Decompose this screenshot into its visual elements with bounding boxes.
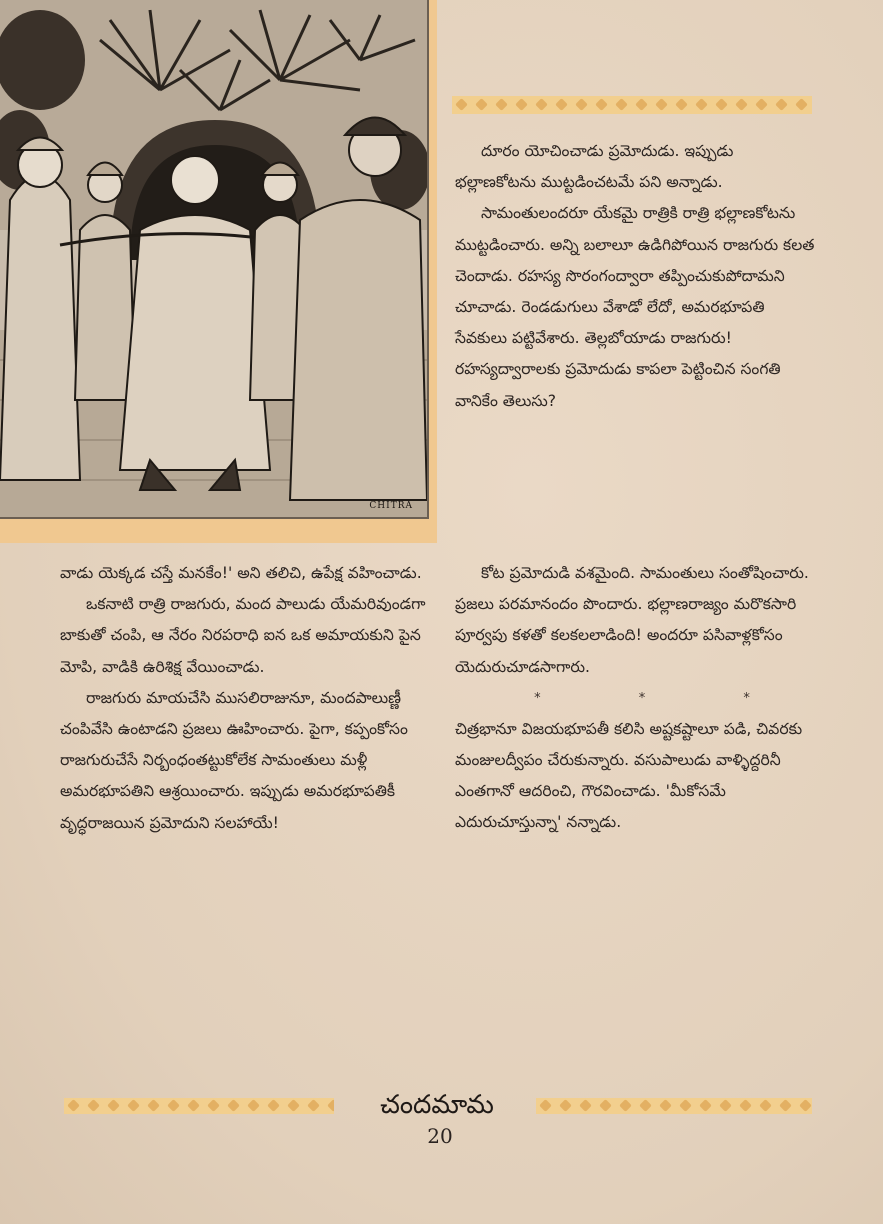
ornament-bar-footer-right <box>536 1098 812 1114</box>
paragraph: చిత్రభానూ విజయభూపతీ కలిసి అష్టకష్టాలూ పడి, చివరకు మంజులద్వీపం చేరుకున్నారు. వసుపాలుడు వాళ్ళిద్దరినీ ఎంతగానో ఆదరించి, గౌరవించాడు. 'మీకోసమే ఎదురుచూస్తున్నా' నన్నాడు. <box>455 719 803 832</box>
right-column-bottom <box>455 558 817 839</box>
page-number: 20 <box>427 1124 453 1148</box>
illustration-artwork <box>0 0 427 517</box>
paragraph: కోట ప్రమోదుడి వశమైంది. సామంతులు సంతోషించారు. ప్రజలు పరమానందం పొందారు. భల్లాణరాజ్యం మరొకసారి పూర్వపు కళతో కలకలలాడింది! అందరూ పసివాళ్లకోసం యెదురుచూడసాగారు. <box>455 564 809 676</box>
illustration-frame <box>0 0 437 543</box>
left-column <box>60 558 432 839</box>
artist-signature: CHITRA <box>369 501 413 511</box>
paragraph: ఒకనాటి రాత్రి రాజగురు, మంద పాలుడు యేమరివుండగా బాకుతో చంపి, ఆ నేరం నిరపరాధి ఐన ఒక అమాయకుని పైన మోపి, వాడికి ఉరిశిక్ష వేయించాడు. <box>60 595 426 676</box>
story-illustration <box>0 0 429 519</box>
section-separator <box>455 683 817 714</box>
separator-star: * <box>534 690 541 706</box>
separator-star: * <box>743 690 750 706</box>
magazine-masthead: చందమామ <box>380 1090 494 1120</box>
right-column-top <box>455 136 817 417</box>
separator-star: * <box>638 690 646 706</box>
ornament-bar-footer-left <box>64 1098 334 1114</box>
paragraph: దూరం యోచించాడు ప్రమోదుడు. ఇప్పుడు భల్లాణకోటను ముట్టడించటమే పని అన్నాడు. <box>455 142 734 192</box>
ornament-bar-top <box>452 96 812 114</box>
paragraph: సామంతులందరూ యేకమై రాత్రికి రాత్రి భల్లాణకోటను ముట్టడించారు. అన్ని బలాలూ ఉడిగిపోయిన రాజగురు కలత చెందాడు. రహస్య సొరంగంద్వారా తప్పించుకుపోదామని చూచాడు. రెండడుగులు వేశాడో లేదో, అమరభూపతి సేవకులు పట్టివేశారు. తెల్లబోయాడు రాజగురు! రహస్యద్వారాలకు ప్రమోదుడు కాపలా పెట్టించిన సంగతి వానికేం తెలుసు? <box>455 204 815 410</box>
paragraph: వాడు యెక్కడ చస్తే మనకేం!' అని తలిచి, ఉపేక్ష వహించాడు. <box>60 564 422 582</box>
paragraph: రాజగురు మాయచేసి ముసలిరాజునూ, మందపాలుణ్ణీ చంపివేసి ఉంటాడని ప్రజలు ఊహించారు. పైగా, కప్పంకోసం రాజగురుచేసే నిర్బంధంతట్టుకోలేక సామంతులు మళ్లీ అమరభూపతిని ఆశ్రయించారు. ఇప్పుడు అమరభూపతికీ వృద్ధరాజయిన ప్రమోదుని సలహాయే! <box>60 688 408 832</box>
